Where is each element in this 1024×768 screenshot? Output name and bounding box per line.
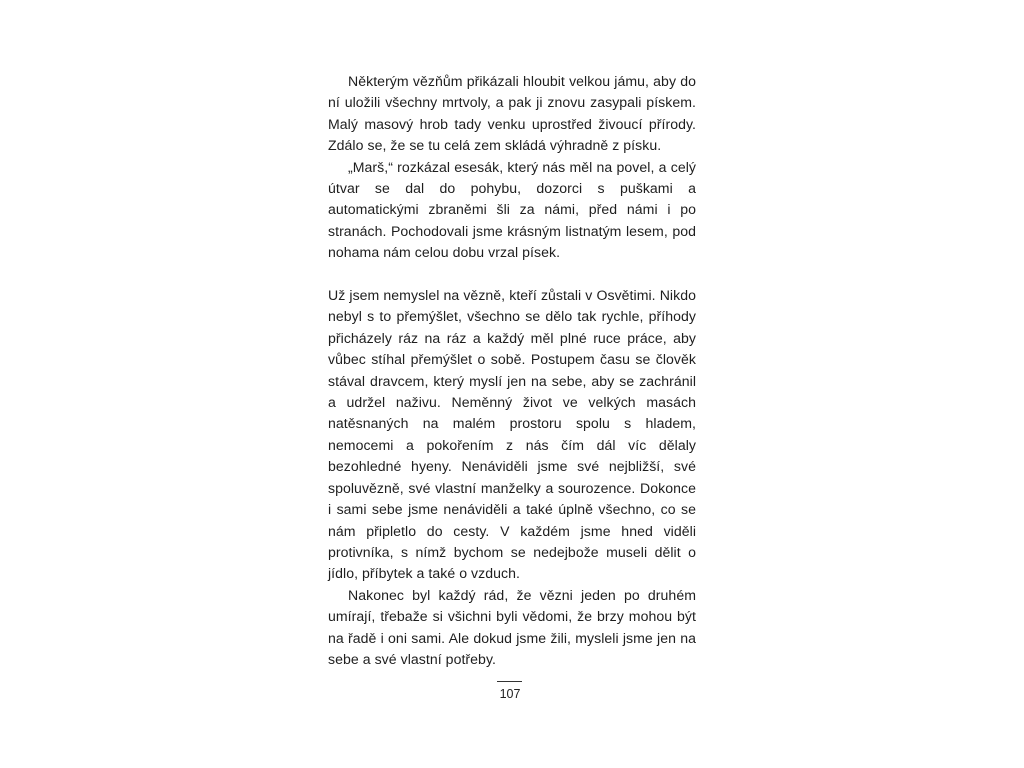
- paragraph-1: Některým vězňům přikázali hloubit velkou jámu, aby do ní uložili všechny mrtvoly, a pak ji znovu zasypali pískem. Malý masový hrob tady venku uprostřed živoucí přírody. Zdálo se, že se tu celá zem skládá výhradně z písku.: [328, 73, 696, 154]
- paragraph-2: „Marš,“ rozkázal esesák, který nás měl na povel, a celý útvar se dal do pohybu, dozorci s puškami a automatickými zbraněmi šli za námi, před námi i po stranách. Pochodovali jsme krásným listnatým lesem, pod nohama nám celou dobu vrzal písek.: [328, 158, 696, 261]
- section-break: [328, 264, 696, 285]
- footer-rule: [497, 681, 522, 682]
- paragraph-4: Nakonec byl každý rád, že vězni jeden po druhém umírají, třebaže si všichni byli vědomi, že brzy mohou být na řadě i oni sami. Ale dokud jsme žili, mysleli jsme jen na sebe a své vlastní potřeby.: [328, 586, 696, 667]
- body-text: [328, 71, 696, 670]
- page-number: 107: [499, 687, 521, 701]
- paragraph-3: Už jsem nemyslel na vězně, kteří zůstali v Osvětimi. Nikdo nebyl s to přemýšlet, všechno se dělo tak rychle, příhody přicházely ráz na ráz a každý měl plné ruce práce, aby vůbec stíhal přemýšlet o sobě. Postupem času se člověk stával dravcem, který myslí jen na sebe, aby se zachránil a udržel naživu. Neměnný život ve velkých masách natěsnaných na malém prostoru spolu s hladem, nemocemi a pokořením z nás čím dál víc dělaly bezohledné hyeny. Nenáviděli jsme své nejbližší, své spoluvězně, své vlastní manželky a sourozence. Dokonce i sami sebe jsme nenáviděli a také úplně všechno, co se nám připletlo do cesty. V každém jsme hned viděli protivníka, s nímž bychom se nedejbože museli dělit o jídlo, příbytek a také o vzduch.: [328, 287, 696, 582]
